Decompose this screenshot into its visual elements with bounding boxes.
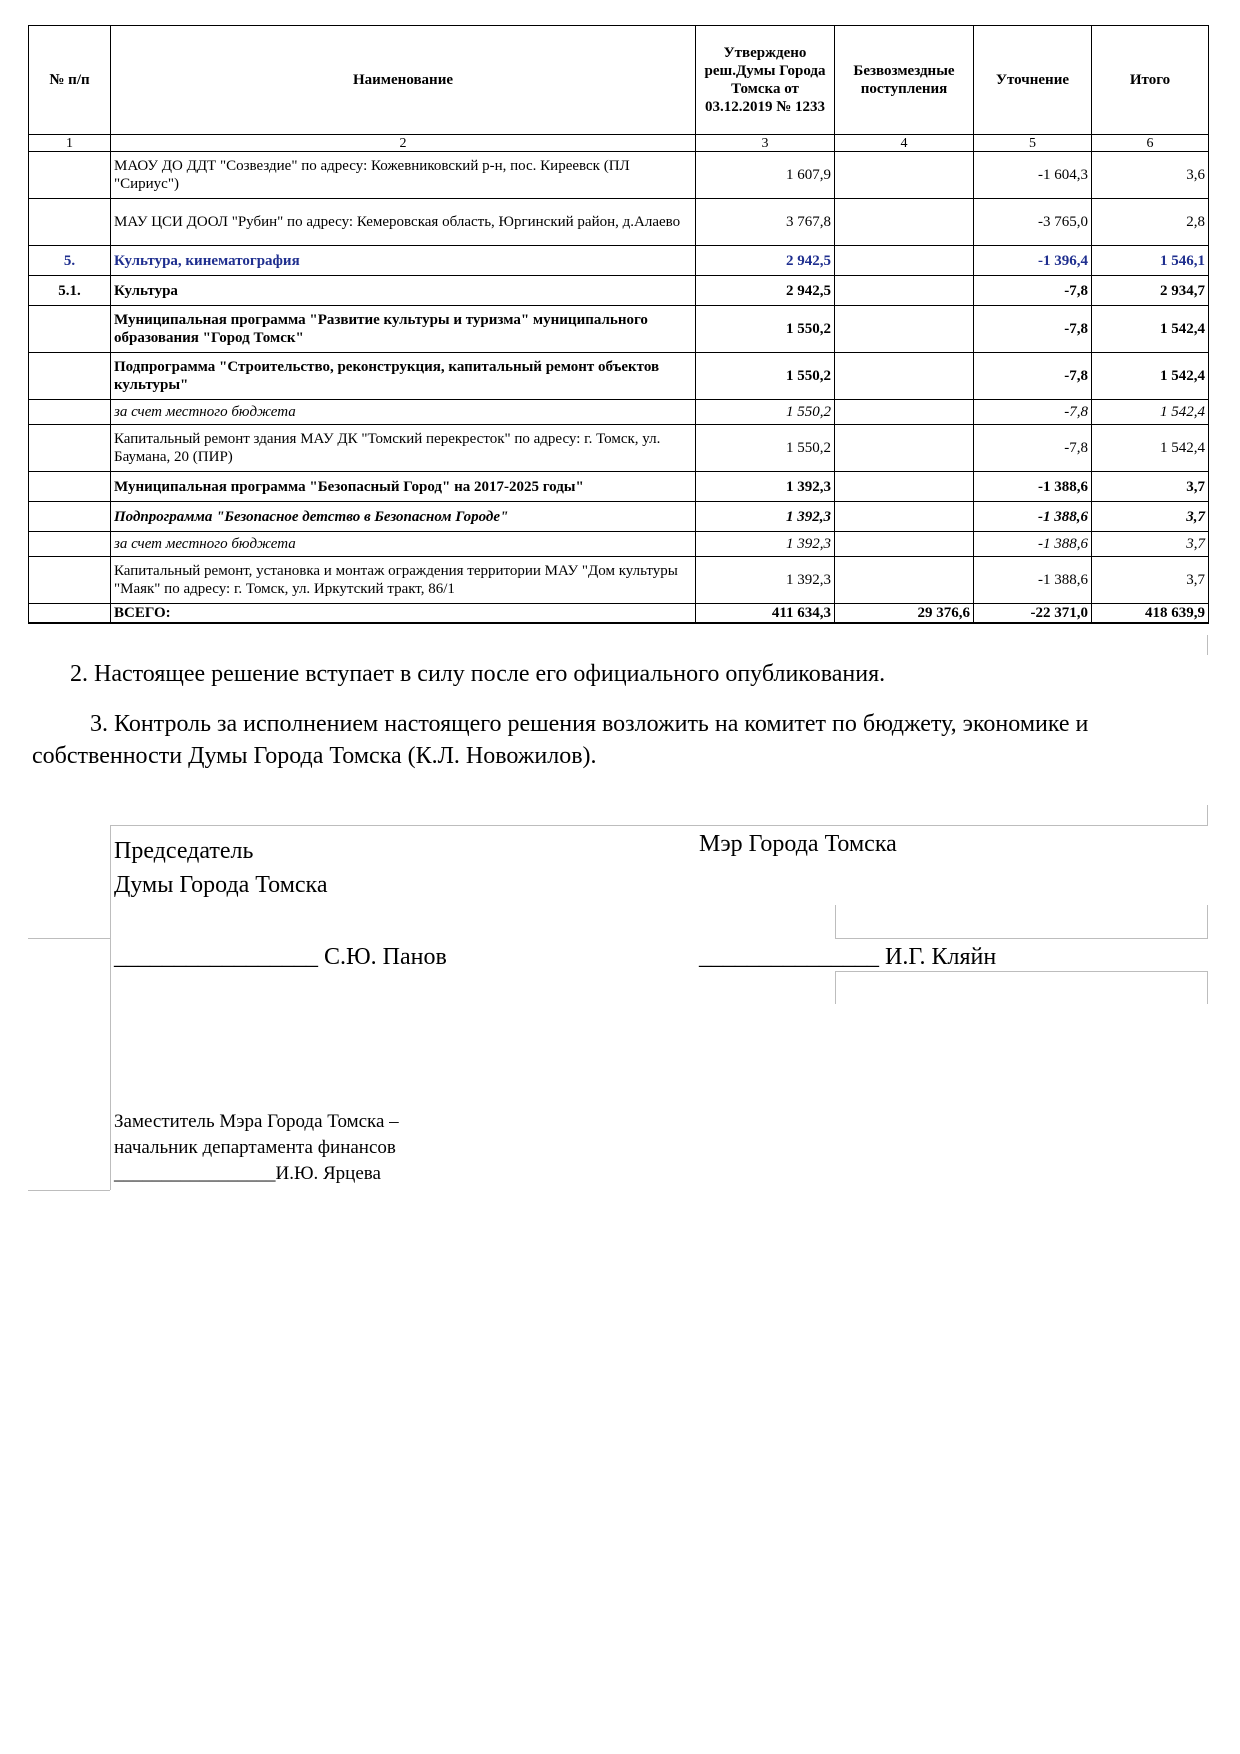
row-total: 1 546,1 [1092,246,1209,276]
mayor-title: Мэр Города Томска [699,831,897,857]
paragraph-2: 2. Настоящее решение вступает в силу после его официального опубликования. [70,661,886,687]
header-approved-line: Утверждено [723,45,807,61]
row-no [29,425,111,472]
row-name: Капитальный ремонт, установка и монтаж ограждения территории МАУ "Дом культуры "Маяк" по адресу: г. Томск, ул. Иркутский тракт, 86/1 [111,557,696,604]
row-total: 3,7 [1092,502,1209,532]
divider [835,938,1208,939]
row-grants [835,306,974,353]
row-no [29,557,111,604]
header-approved-line: 03.12.2019 № 1233 [704,99,826,115]
row-grants [835,472,974,502]
row-clarification: -22 371,0 [974,604,1092,624]
table-row [29,152,1209,199]
row-name: за счет местного бюджета [111,400,696,425]
chair-title-line: Думы Города Томска [114,872,328,898]
row-name: Муниципальная программа "Безопасный Город" на 2017-2025 годы" [111,472,696,502]
row-no [29,604,111,624]
row-grants [835,532,974,557]
row-approved: 1 392,3 [696,557,835,604]
row-approved: 1 392,3 [696,532,835,557]
row-grants [835,276,974,306]
row-grants [835,353,974,400]
row-clarification: -1 388,6 [974,557,1092,604]
chair-signature: _________________ С.Ю. Панов [114,944,447,970]
row-grants [835,246,974,276]
column-number-row [29,135,1209,152]
row-no [29,306,111,353]
divider [1207,805,1208,825]
row-clarification: -1 604,3 [974,152,1092,199]
header-approved-line: реш.Думы Города [704,63,826,79]
divider [835,905,836,938]
row-clarification: -7,8 [974,353,1092,400]
row-no [29,532,111,557]
row-approved: 1 392,3 [696,472,835,502]
row-name: Культура, кинематография [111,246,696,276]
table-row [29,472,1209,502]
row-no: 5.1. [29,276,111,306]
row-name: Капитальный ремонт здания МАУ ДК "Томский перекресток" по адресу: г. Томск, ул. Баумана, 20 (ПИР) [111,425,696,472]
row-no [29,502,111,532]
row-grants [835,557,974,604]
header-grants-line: Безвозмездные [853,63,955,79]
row-approved: 1 550,2 [696,400,835,425]
column-number: 6 [1092,135,1209,152]
divider [1207,971,1208,1004]
row-clarification: -1 388,6 [974,532,1092,557]
row-no [29,353,111,400]
divider [1207,635,1208,655]
column-number: 4 [835,135,974,152]
divider [28,938,110,939]
row-grants [835,502,974,532]
row-approved: 2 942,5 [696,276,835,306]
column-number: 1 [29,135,111,152]
row-total: 3,7 [1092,532,1209,557]
chair-title-line: Председатель [114,838,254,864]
table-row [29,276,1209,306]
row-name: Подпрограмма "Безопасное детство в Безопасном Городе" [111,502,696,532]
row-clarification: -7,8 [974,306,1092,353]
deputy-signature: _________________И.Ю. Ярцева [114,1163,381,1184]
row-clarification: -3 765,0 [974,199,1092,246]
row-clarification: -1 388,6 [974,472,1092,502]
header-clarification: Уточнение [974,26,1092,135]
row-total: 3,7 [1092,557,1209,604]
row-no [29,400,111,425]
row-grants [835,400,974,425]
column-number: 2 [111,135,696,152]
table-row [29,400,1209,425]
table-row [29,425,1209,472]
row-clarification: -7,8 [974,276,1092,306]
table-row [29,199,1209,246]
row-approved: 1 550,2 [696,353,835,400]
row-approved: 1 392,3 [696,502,835,532]
row-total: 2 934,7 [1092,276,1209,306]
row-grants [835,425,974,472]
row-name: ВСЕГО: [111,604,696,624]
row-name: Культура [111,276,696,306]
row-clarification: -1 388,6 [974,502,1092,532]
table-total-row [29,604,1209,624]
row-clarification: -7,8 [974,400,1092,425]
row-total: 1 542,4 [1092,306,1209,353]
row-name: Подпрограмма "Строительство, реконструкция, капитальный ремонт объектов культуры" [111,353,696,400]
divider [110,825,1208,826]
table-row [29,557,1209,604]
header-name: Наименование [111,26,696,135]
divider [1207,905,1208,938]
row-clarification: -7,8 [974,425,1092,472]
row-name: МАОУ ДО ДДТ "Созвездие" по адресу: Кожевниковский р-н, пос. Киреевск (ПЛ "Сириус") [111,152,696,199]
table-row [29,532,1209,557]
deputy-title-line: Заместитель Мэра Города Томска – [114,1111,399,1132]
row-approved: 1 550,2 [696,306,835,353]
row-total: 418 639,9 [1092,604,1209,624]
mayor-signature: _______________ И.Г. Кляйн [699,944,997,970]
row-no [29,199,111,246]
table-row [29,502,1209,532]
table-header-row [29,26,1209,135]
row-total: 3,6 [1092,152,1209,199]
divider [28,1190,110,1191]
divider [835,971,836,1004]
header-approved [696,26,835,135]
row-no [29,472,111,502]
header-approved-line: Томска от [731,81,799,97]
row-total: 2,8 [1092,199,1209,246]
header-grants-line: поступления [860,81,948,97]
row-approved: 3 767,8 [696,199,835,246]
row-grants [835,152,974,199]
header-total: Итого [1092,26,1209,135]
row-total: 3,7 [1092,472,1209,502]
budget-table [28,25,1209,624]
table-row [29,246,1209,276]
column-number: 3 [696,135,835,152]
row-approved: 1 607,9 [696,152,835,199]
row-no [29,152,111,199]
row-total: 1 542,4 [1092,400,1209,425]
row-clarification: -1 396,4 [974,246,1092,276]
row-no: 5. [29,246,111,276]
table-row [29,306,1209,353]
row-approved: 1 550,2 [696,425,835,472]
deputy-block [114,1109,399,1187]
row-approved: 2 942,5 [696,246,835,276]
column-number: 5 [974,135,1092,152]
deputy-title-line: начальник департамента финансов [114,1137,396,1158]
row-total: 1 542,4 [1092,353,1209,400]
table-row [29,353,1209,400]
row-grants: 29 376,6 [835,604,974,624]
chair-title [114,834,328,902]
header-grants [835,26,974,135]
row-name: МАУ ЦСИ ДООЛ "Рубин" по адресу: Кемеровская область, Юргинский район, д.Алаево [111,199,696,246]
row-name: Муниципальная программа "Развитие культуры и туризма" муниципального образования "Город Томск" [111,306,696,353]
row-name: за счет местного бюджета [111,532,696,557]
row-approved: 411 634,3 [696,604,835,624]
paragraph-3: 3. Контроль за исполнением настоящего решения возложить на комитет по бюджету, экономике и собственности Думы Города Томска (К.Л. Новожилов). [32,711,1089,769]
row-grants [835,199,974,246]
header-no: № п/п [29,26,111,135]
divider [110,825,111,1190]
row-total: 1 542,4 [1092,425,1209,472]
